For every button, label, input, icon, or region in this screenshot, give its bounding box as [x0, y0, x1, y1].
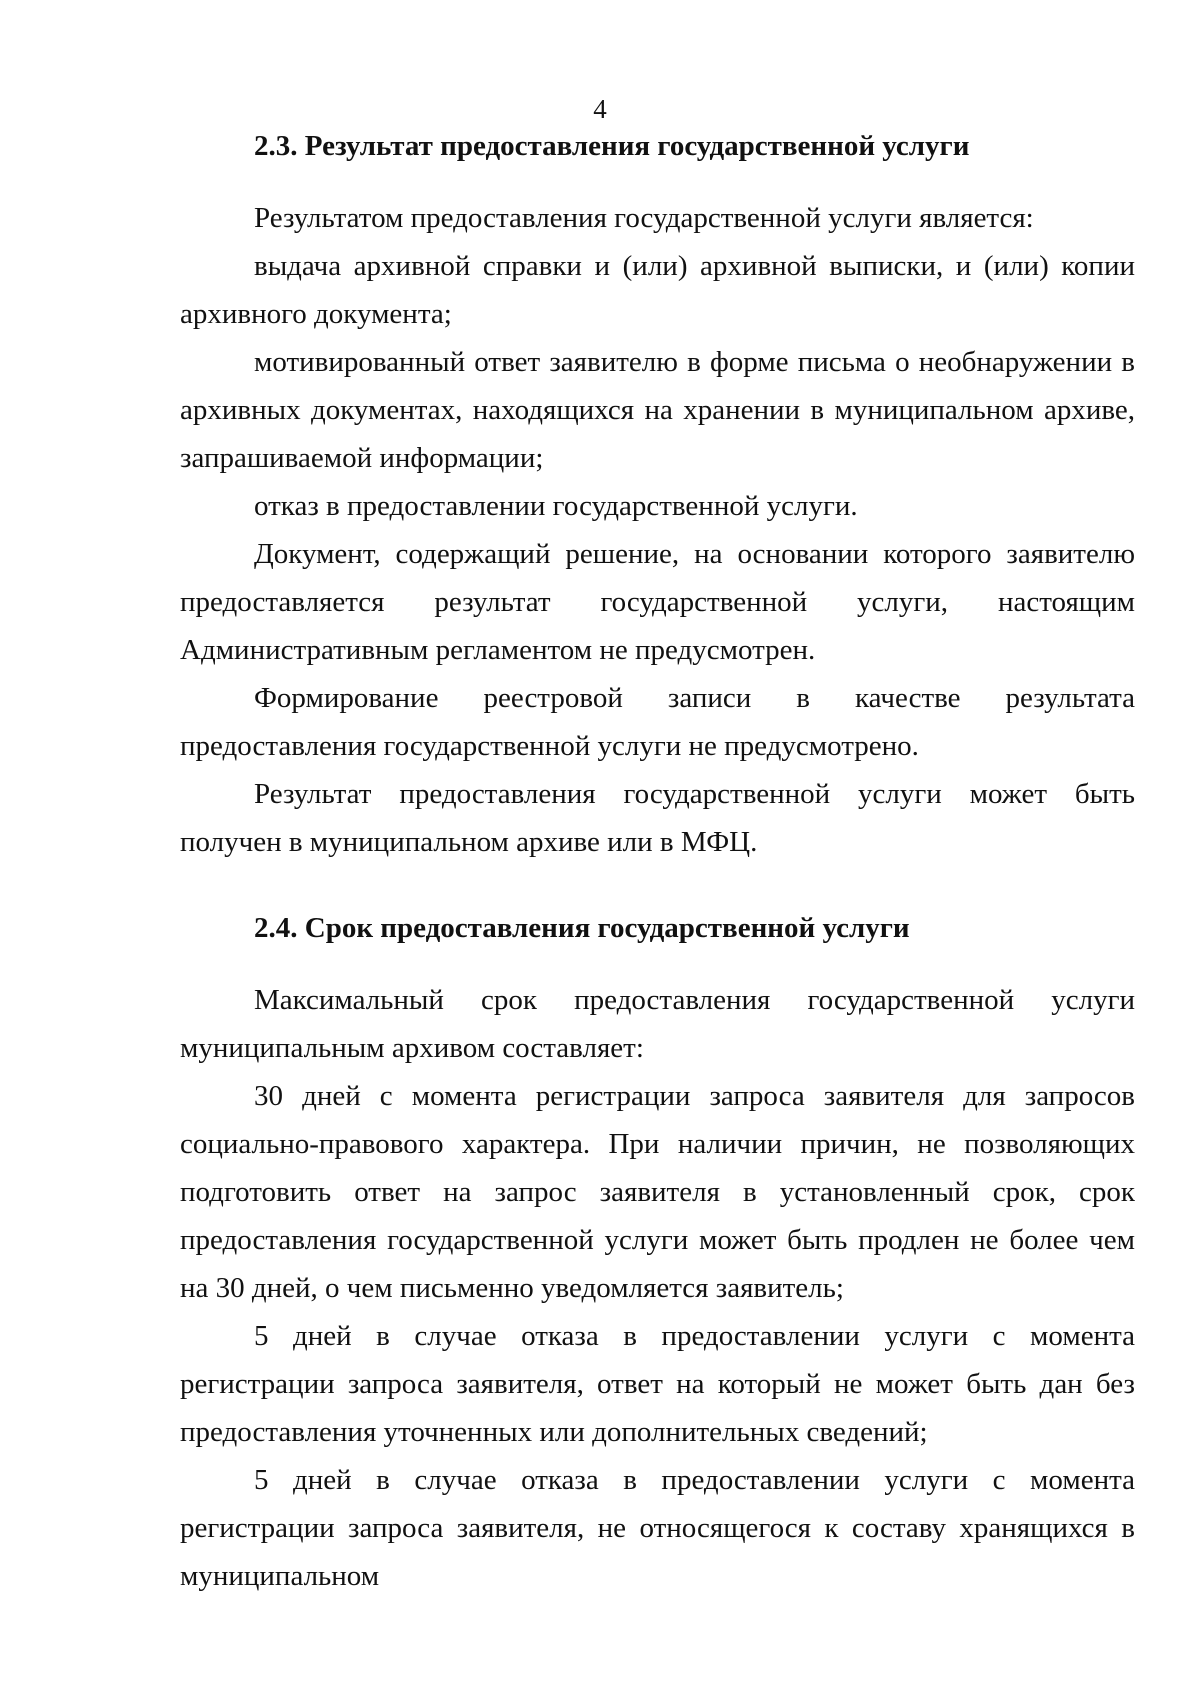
paragraph: 5 дней в случае отказа в предоставлении услуги с момента регистрации запроса заявителя, не относящегося к составу хранящихся в муниципальном [180, 1464, 1135, 1592]
page-number: 4 [593, 94, 607, 124]
paragraph: Максимальный срок предоставления государственной услуги муниципальным архивом составляет: [180, 984, 1135, 1064]
paragraph: мотивированный ответ заявителю в форме письма о необнаружении в архивных документах, находящихся на хранении в муниципальном архиве, запрашиваемой информации; [180, 346, 1135, 474]
paragraph: Результат предоставления государственной услуги может быть получен в муниципальном архиве или в МФЦ. [180, 778, 1135, 858]
paragraph: отказ в предоставлении государственной услуги. [254, 490, 858, 522]
section-heading-2-4: 2.4. Срок предоставления государственной услуги [254, 912, 910, 944]
paragraph: Документ, содержащий решение, на основании которого заявителю предоставляется результат государственной услуги, настоящим Административным регламентом не предусмотрен. [180, 538, 1135, 666]
paragraph: 5 дней в случае отказа в предоставлении услуги с момента регистрации запроса заявителя, ответ на который не может быть дан без предоставления уточненных или дополнительных сведений; [180, 1320, 1135, 1448]
paragraph: 30 дней с момента регистрации запроса заявителя для запросов социально-правового характера. При наличии причин, не позволяющих подготовить ответ на запрос заявителя в установленный срок, срок предоставления государственной услуги может быть продлен не более чем на 30 дней, о чем письменно уведомляется заявитель; [180, 1080, 1135, 1304]
paragraph: Формирование реестровой записи в качестве результата предоставления государственной услуги не предусмотрено. [180, 682, 1135, 762]
document-body [180, 122, 1135, 1600]
paragraph: Результатом предоставления государственной услуги является: [254, 202, 1034, 234]
paragraph: выдача архивной справки и (или) архивной выписки, и (или) копии архивного документа; [180, 250, 1135, 330]
section-heading-2-3: 2.3. Результат предоставления государственной услуги [254, 130, 970, 162]
